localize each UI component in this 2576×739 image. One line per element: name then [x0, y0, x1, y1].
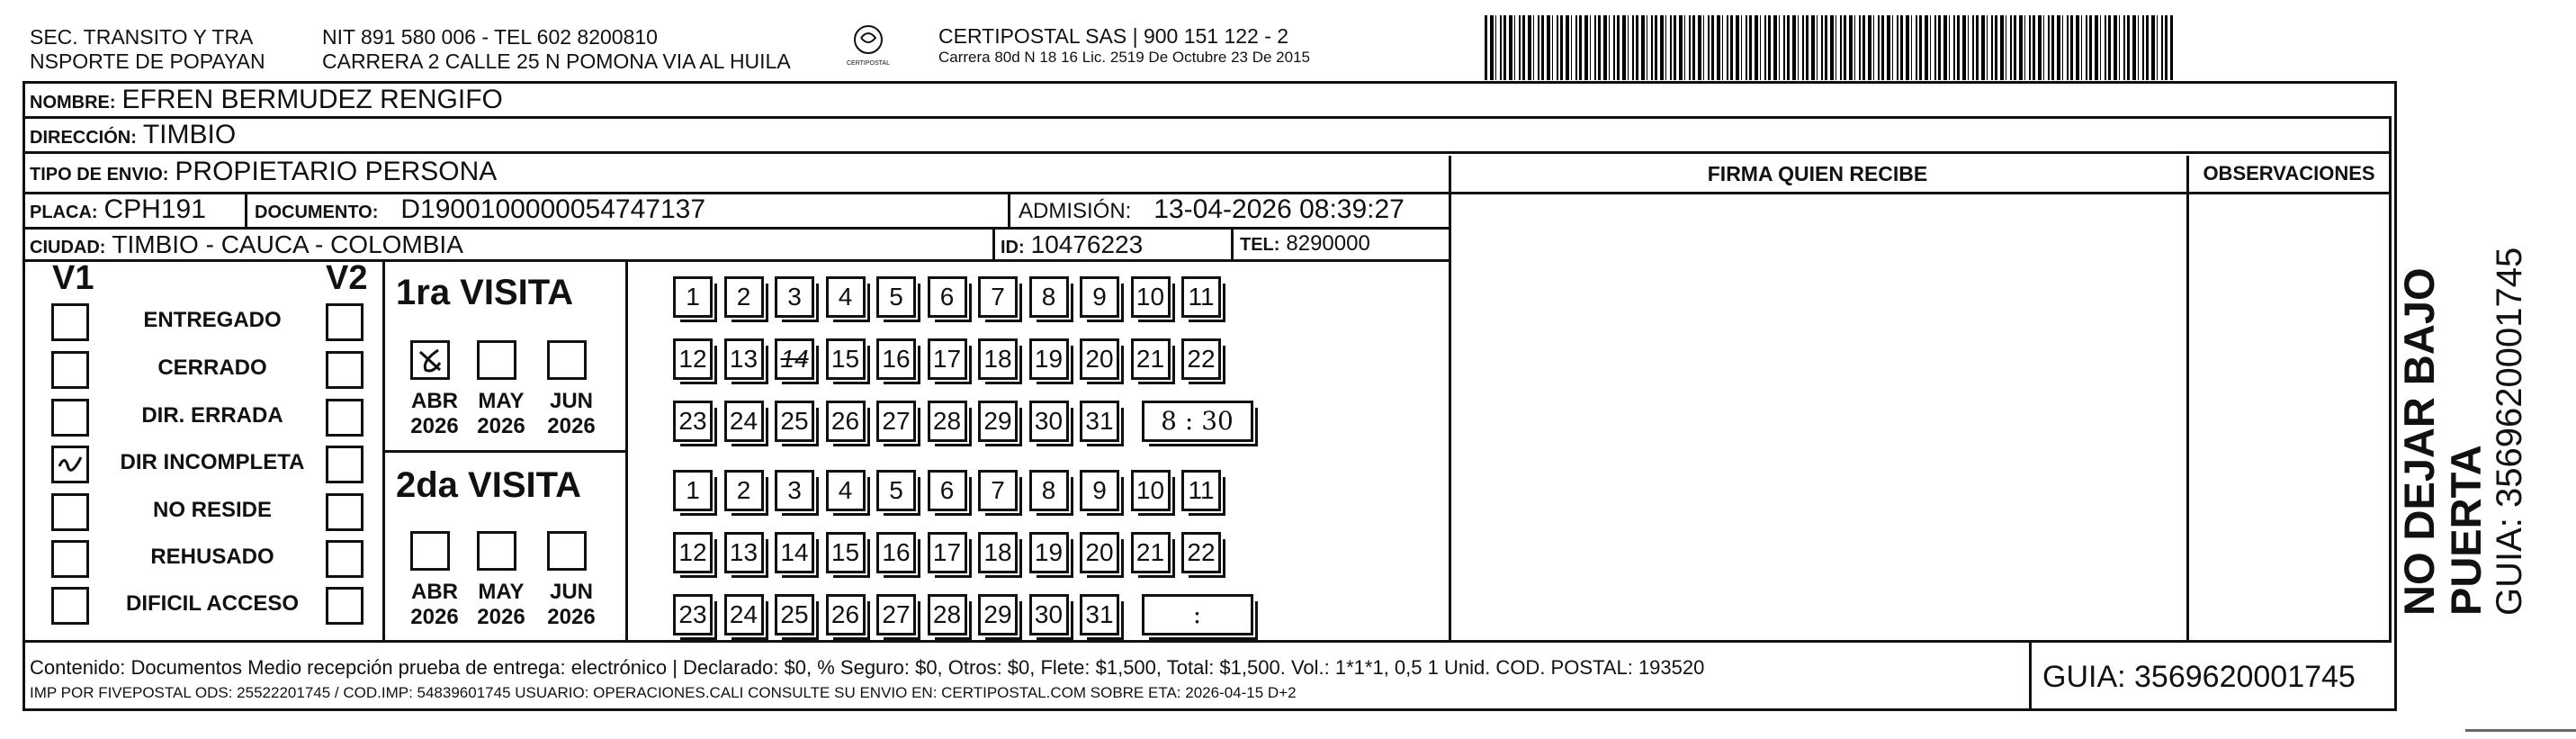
- sender-line-2: NSPORTE DE POPAYAN: [30, 50, 265, 73]
- v1-checkbox[interactable]: [51, 493, 89, 531]
- v1-header: V1: [52, 259, 94, 297]
- day-box[interactable]: 3: [775, 470, 814, 511]
- day-box[interactable]: 4: [826, 276, 866, 318]
- month-year: 2026: [547, 605, 596, 629]
- day-box[interactable]: 20: [1080, 532, 1119, 573]
- admision-value: 13-04-2026 08:39:27: [1153, 194, 1405, 224]
- day-box[interactable]: 1: [673, 470, 713, 511]
- month-label: [540, 580, 603, 630]
- day-box[interactable]: 25: [775, 401, 814, 442]
- ciudad-cell: [30, 230, 463, 259]
- month-checkbox[interactable]: [477, 531, 516, 571]
- mark-icon: [413, 343, 447, 377]
- day-box[interactable]: 9: [1080, 276, 1119, 318]
- day-box[interactable]: 3: [775, 276, 814, 318]
- day-box[interactable]: 11: [1181, 276, 1221, 318]
- day-box[interactable]: 12: [673, 338, 713, 380]
- day-box[interactable]: 22: [1181, 532, 1221, 573]
- day-box[interactable]: 30: [1029, 594, 1069, 635]
- barcode: [1485, 15, 2173, 80]
- v1-checkbox[interactable]: [51, 446, 89, 483]
- day-box[interactable]: 8: [1029, 470, 1069, 511]
- no-dejar-warning: NO DEJAR BAJO PUERTA: [2395, 267, 2490, 616]
- month-checkbox[interactable]: [410, 531, 450, 571]
- address-line: CARRERA 2 CALLE 25 N POMONA VIA AL HUILA: [322, 50, 791, 73]
- day-box[interactable]: 29: [978, 401, 1018, 442]
- month-checkbox[interactable]: [547, 531, 587, 571]
- ciudad-value: TIMBIO - CAUCA - COLOMBIA: [112, 230, 463, 258]
- footer-guia: GUIA: 3569620001745: [2042, 660, 2356, 694]
- admision-cell: [1019, 194, 1405, 225]
- day-box[interactable]: 4: [826, 470, 866, 511]
- side-text: [2396, 112, 2529, 616]
- certipostal-logo: [832, 23, 904, 73]
- side-guia: GUIA: 3569620001745: [2490, 247, 2529, 616]
- day-box[interactable]: 30: [1029, 401, 1069, 442]
- day-box[interactable]: 23: [673, 594, 713, 635]
- placa-cell: [30, 194, 206, 225]
- nombre-label: NOMBRE:: [30, 93, 116, 113]
- v2-checkbox[interactable]: [326, 540, 364, 578]
- documento-cell: [255, 194, 705, 225]
- nombre-row: [30, 85, 503, 115]
- logo-icon: [850, 23, 886, 56]
- month-label: [403, 389, 466, 439]
- check-mark-icon: [54, 448, 86, 481]
- day-box[interactable]: 18: [978, 338, 1018, 380]
- day-box[interactable]: 26: [826, 401, 866, 442]
- month-year: 2026: [547, 414, 596, 438]
- documento-label: DOCUMENTO:: [255, 203, 379, 222]
- id-cell: [1001, 230, 1143, 259]
- day-box[interactable]: 23: [673, 401, 713, 442]
- v2-checkbox[interactable]: [326, 303, 364, 341]
- day-box[interactable]: 15: [826, 532, 866, 573]
- second-visit-title: 2da VISITA: [396, 465, 581, 505]
- day-box[interactable]: 8: [1029, 276, 1069, 318]
- nit-line: NIT 891 580 006 - TEL 602 8200810: [322, 25, 658, 49]
- day-box[interactable]: 11: [1181, 470, 1221, 511]
- reason-label: CERRADO: [157, 356, 267, 380]
- day-box[interactable]: 1: [673, 276, 713, 318]
- day-box[interactable]: 2: [724, 470, 764, 511]
- placa-value: CPH191: [103, 194, 206, 224]
- reason-label: DIFICIL ACCESO: [125, 591, 299, 616]
- day-box[interactable]: 17: [928, 338, 967, 380]
- logo-text: CERTIPOSTAL: [847, 60, 890, 67]
- day-box[interactable]: 12: [673, 532, 713, 573]
- id-label: ID:: [1001, 238, 1025, 257]
- day-box[interactable]: 31: [1080, 401, 1119, 442]
- id-value: 10476223: [1030, 230, 1144, 258]
- day-box[interactable]: 5: [876, 276, 916, 318]
- month-name: MAY: [478, 580, 525, 604]
- day-box[interactable]: 21: [1131, 338, 1171, 380]
- courier-info: [938, 24, 1310, 67]
- v2-checkbox[interactable]: [326, 399, 364, 437]
- sender-name: [30, 25, 265, 74]
- day-box[interactable]: 6: [928, 470, 967, 511]
- month-name: JUN: [549, 580, 593, 604]
- tipo-row: [30, 157, 497, 187]
- month-name: JUN: [549, 389, 593, 413]
- reason-label: ENTREGADO: [143, 308, 282, 332]
- month-name: ABR: [411, 389, 458, 413]
- day-box[interactable]: 24: [724, 594, 764, 635]
- month-year: 2026: [477, 605, 525, 629]
- month-checkbox[interactable]: [477, 340, 516, 380]
- day-box[interactable]: 6: [928, 276, 967, 318]
- month-name: ABR: [411, 580, 458, 604]
- day-box[interactable]: 21: [1131, 532, 1171, 573]
- day-box[interactable]: 13: [724, 338, 764, 380]
- ciudad-label: CIUDAD:: [30, 238, 106, 257]
- day-box[interactable]: 10: [1131, 276, 1171, 318]
- admision-label: ADMISIÓN:: [1019, 199, 1132, 223]
- courier-line-2: Carrera 80d N 18 16 Lic. 2519 De Octubre 23 De 2015: [938, 49, 1310, 66]
- day-box[interactable]: 18: [978, 532, 1018, 573]
- tel-value: 8290000: [1286, 231, 1370, 256]
- sender-line-1: SEC. TRANSITO Y TRA: [30, 25, 254, 49]
- tipo-label: TIPO DE ENVIO:: [30, 165, 169, 185]
- month-label: [470, 389, 533, 439]
- tipo-value: PROPIETARIO PERSONA: [175, 157, 498, 186]
- day-box[interactable]: 15: [826, 338, 866, 380]
- day-box[interactable]: 24: [724, 401, 764, 442]
- day-box[interactable]: 22: [1181, 338, 1221, 380]
- day-box[interactable]: 28: [928, 401, 967, 442]
- first-visit-title: 1ra VISITA: [396, 273, 574, 312]
- day-box[interactable]: 16: [876, 338, 916, 380]
- month-year: 2026: [410, 414, 459, 438]
- v2-checkbox[interactable]: [326, 587, 364, 625]
- direccion-value: TIMBIO: [142, 120, 237, 149]
- observaciones-header: OBSERVACIONES: [2203, 162, 2375, 185]
- direccion-row: [30, 120, 236, 150]
- day-box[interactable]: 19: [1029, 532, 1069, 573]
- month-label: [403, 580, 466, 630]
- v1-checkbox[interactable]: [51, 303, 89, 341]
- reason-label: DIR. ERRADA: [141, 403, 283, 428]
- month-year: 2026: [477, 414, 525, 438]
- day-box[interactable]: 14: [775, 338, 814, 380]
- v1-checkbox[interactable]: [51, 351, 89, 389]
- day-box[interactable]: 31: [1080, 594, 1119, 635]
- month-label: [470, 580, 533, 630]
- v1-checkbox[interactable]: [51, 540, 89, 578]
- month-year: 2026: [410, 605, 459, 629]
- scan-mark: [2465, 729, 2576, 732]
- v1-checkbox[interactable]: [51, 399, 89, 437]
- reason-label: REHUSADO: [150, 545, 274, 569]
- nombre-value: EFREN BERMUDEZ RENGIFO: [121, 85, 503, 114]
- documento-value: D1900100000054747137: [400, 194, 706, 224]
- day-box[interactable]: 26: [826, 594, 866, 635]
- time-box[interactable]: :: [1142, 594, 1253, 635]
- day-box[interactable]: 17: [928, 532, 967, 573]
- day-box[interactable]: 28: [928, 594, 967, 635]
- tel-label: TEL:: [1240, 235, 1280, 255]
- month-name: MAY: [478, 389, 525, 413]
- v2-checkbox[interactable]: [326, 351, 364, 389]
- day-box[interactable]: 20: [1080, 338, 1119, 380]
- v2-checkbox[interactable]: [326, 493, 364, 531]
- reason-label: DIR INCOMPLETA: [120, 450, 305, 474]
- month-checkbox[interactable]: [410, 340, 450, 380]
- day-box[interactable]: 7: [978, 470, 1018, 511]
- v2-header: V2: [326, 259, 368, 297]
- day-box[interactable]: 27: [876, 401, 916, 442]
- month-label: [540, 389, 603, 439]
- reason-label: NO RESIDE: [152, 498, 273, 522]
- time-box[interactable]: 8 : 30: [1142, 401, 1253, 442]
- sender-info: [322, 25, 791, 74]
- day-box[interactable]: 7: [978, 276, 1018, 318]
- v2-checkbox[interactable]: [326, 446, 364, 483]
- day-box[interactable]: 14: [775, 532, 814, 573]
- day-box[interactable]: 10: [1131, 470, 1171, 511]
- direccion-label: DIRECCIÓN:: [30, 128, 137, 148]
- firma-header: FIRMA QUIEN RECIBE: [1707, 162, 1928, 185]
- day-box[interactable]: 27: [876, 594, 916, 635]
- footer-print-info: IMP POR FIVEPOSTAL ODS: 25522201745 / COD.IMP: 54839601745 USUARIO: OPERACIONES.CALI CONSULTE SU ENVIO EN: CERTIPOSTAL.COM SOBRE ETA: 2026-04-15 D+2: [30, 684, 1297, 701]
- day-box[interactable]: 29: [978, 594, 1018, 635]
- footer-contents: Contenido: Documentos Medio recepción prueba de entrega: electrónico | Declarado: $0, % Seguro: $0, Otros: $0, Flete: $1,500, Total: $1,500. Vol.: 1*1*1, 0,5 1 Unid. COD. POSTAL: 193520: [30, 656, 1705, 679]
- courier-line-1: CERTIPOSTAL SAS | 900 151 122 - 2: [938, 24, 1289, 48]
- day-box[interactable]: 25: [775, 594, 814, 635]
- tel-cell: [1240, 230, 1370, 257]
- v1-checkbox[interactable]: [51, 587, 89, 625]
- day-box[interactable]: 9: [1080, 470, 1119, 511]
- placa-label: PLACA:: [30, 203, 98, 222]
- day-box[interactable]: 2: [724, 276, 764, 318]
- day-box[interactable]: 5: [876, 470, 916, 511]
- month-checkbox[interactable]: [547, 340, 587, 380]
- day-box[interactable]: 19: [1029, 338, 1069, 380]
- day-box[interactable]: 16: [876, 532, 916, 573]
- day-box[interactable]: 13: [724, 532, 764, 573]
